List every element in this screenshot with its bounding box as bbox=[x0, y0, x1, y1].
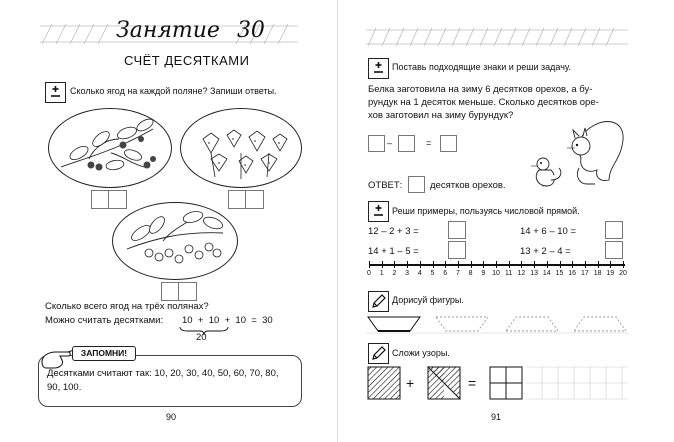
number-line-tick bbox=[585, 261, 586, 268]
number-line-label: 1 bbox=[379, 270, 384, 277]
number-line-tick bbox=[547, 261, 548, 268]
berry-meadow-3 bbox=[112, 202, 238, 280]
example-1-answer[interactable] bbox=[448, 221, 466, 239]
example-4: 13 + 2 – 4 = bbox=[520, 246, 571, 257]
number-line-label: 14 bbox=[542, 270, 551, 277]
number-line-label: 9 bbox=[481, 270, 486, 277]
number-line-tick bbox=[407, 261, 408, 268]
number-line-label: 0 bbox=[367, 270, 371, 277]
example-3-answer[interactable] bbox=[448, 241, 466, 259]
problem-line1: Белка заготовила на зиму 6 десятков орехов, а бу- bbox=[368, 84, 593, 95]
number-line-label: 4 bbox=[417, 270, 422, 277]
number-line-label: 7 bbox=[455, 270, 460, 277]
task-signs-text: Поставь подходящие знаки и реши задачу. bbox=[392, 62, 572, 72]
math-task-icon bbox=[368, 58, 389, 79]
number-line-label: 15 bbox=[555, 270, 564, 277]
number-line-tick bbox=[471, 261, 472, 268]
problem-line3: хов заготовил на зиму бурундук? bbox=[368, 110, 514, 121]
math-task-icon bbox=[45, 82, 66, 103]
number-line-label: 20 bbox=[619, 270, 627, 277]
number-line-tick bbox=[483, 261, 484, 268]
number-line-tick bbox=[369, 261, 370, 268]
number-line-tick bbox=[496, 261, 497, 268]
math-task-icon bbox=[368, 201, 389, 222]
berry-meadow-2 bbox=[180, 108, 302, 188]
plus-sign: + bbox=[406, 375, 415, 391]
minus-sign: – bbox=[387, 138, 393, 148]
total-question: Сколько всего ягод на трёх полянах? bbox=[45, 301, 209, 312]
brace-sum: 20 bbox=[196, 332, 207, 343]
number-line-label: 8 bbox=[468, 270, 473, 277]
number-line-tick bbox=[598, 261, 599, 268]
task1-text: Сколько ягод на каждой поляне? Запиши ответы. bbox=[70, 86, 277, 96]
number-line-tick bbox=[382, 261, 383, 268]
answer-box[interactable] bbox=[408, 176, 425, 193]
number-line-label: 2 bbox=[392, 270, 397, 277]
problem-line2: рундук на 1 десяток меньше. Сколько десятков оре- bbox=[368, 97, 599, 108]
example-2: 14 + 6 – 10 = bbox=[520, 226, 576, 237]
number-line-tick bbox=[458, 261, 459, 268]
number-line-ticks bbox=[366, 260, 628, 280]
page-number-right: 91 bbox=[491, 412, 502, 422]
blueberry-branch-picture bbox=[49, 109, 171, 187]
number-line-label: 16 bbox=[568, 270, 577, 277]
remember-text-line1: Десятками считают так: 10, 20, 30, 40, 50, 60, 70, 80, bbox=[47, 368, 279, 379]
number-line-tick bbox=[394, 261, 395, 268]
problem-box-1[interactable] bbox=[368, 135, 385, 152]
number-line-tick bbox=[560, 261, 561, 268]
equals-sign: = bbox=[426, 138, 432, 148]
number-line-label: 17 bbox=[580, 270, 589, 277]
problem-box-3[interactable] bbox=[440, 135, 457, 152]
number-line-tick bbox=[534, 261, 535, 268]
number-line-label: 6 bbox=[443, 270, 448, 277]
task-patterns-text: Сложи узоры. bbox=[392, 348, 450, 358]
number-line-label: 11 bbox=[505, 270, 513, 277]
task-draw-text: Дорисуй фигуры. bbox=[392, 295, 464, 305]
number-line-label: 10 bbox=[492, 270, 500, 277]
remember-label: ЗАПОМНИ! bbox=[72, 346, 136, 361]
answer-box-meadow1-units[interactable] bbox=[108, 190, 127, 209]
header-guidelines-right bbox=[366, 26, 628, 48]
answer-box-meadow3-units[interactable] bbox=[178, 282, 197, 301]
number-line-label: 13 bbox=[530, 270, 538, 277]
number-line-label: 18 bbox=[593, 270, 602, 277]
pencil-task-icon bbox=[368, 291, 389, 312]
number-line-tick bbox=[610, 261, 611, 268]
lingonberry-branch-picture bbox=[113, 203, 237, 279]
example-1: 12 – 2 + 3 = bbox=[368, 226, 419, 237]
shapes-to-complete bbox=[366, 315, 628, 335]
lesson-number: 30 bbox=[236, 18, 265, 43]
answer-box-meadow2-units[interactable] bbox=[245, 190, 264, 209]
number-line-label: 19 bbox=[606, 270, 615, 277]
answer-unit: десятков орехов. bbox=[430, 180, 506, 191]
number-line-tick bbox=[509, 261, 510, 268]
remember-text-line2: 90, 100. bbox=[47, 382, 82, 393]
squirrel-chipmunk-picture bbox=[525, 110, 630, 190]
page-spine bbox=[337, 0, 338, 442]
page-number-left: 90 bbox=[166, 412, 177, 422]
pencil-task-icon bbox=[368, 343, 389, 364]
number-line-tick bbox=[521, 261, 522, 268]
problem-box-2[interactable] bbox=[398, 135, 415, 152]
example-3: 14 + 1 – 5 = bbox=[368, 246, 419, 257]
sum-equation: 10 + 10 + 10 = 30 bbox=[182, 315, 273, 326]
number-line-label: 5 bbox=[430, 270, 435, 277]
method-label: Можно считать десятками: bbox=[45, 315, 164, 326]
number-line-tick bbox=[572, 261, 573, 268]
lesson-title: Занятие bbox=[116, 18, 220, 43]
number-line-label: 12 bbox=[517, 270, 526, 277]
answer-label: ОТВЕТ: bbox=[368, 180, 403, 191]
number-line-tick bbox=[420, 261, 421, 268]
strawberry-plants-picture bbox=[181, 109, 301, 187]
page-heading: СЧЁТ ДЕСЯТКАМИ bbox=[124, 53, 250, 68]
task-examples-text: Реши примеры, пользуясь числовой прямой. bbox=[392, 206, 580, 216]
number-line-tick bbox=[623, 261, 624, 268]
equals-sign-pattern: = bbox=[468, 375, 477, 391]
berry-meadow-1 bbox=[48, 108, 172, 188]
number-line-tick bbox=[445, 261, 446, 268]
number-line-label: 3 bbox=[405, 270, 410, 277]
example-2-answer[interactable] bbox=[605, 221, 623, 239]
example-4-answer[interactable] bbox=[605, 241, 623, 259]
number-line-tick bbox=[433, 261, 434, 268]
